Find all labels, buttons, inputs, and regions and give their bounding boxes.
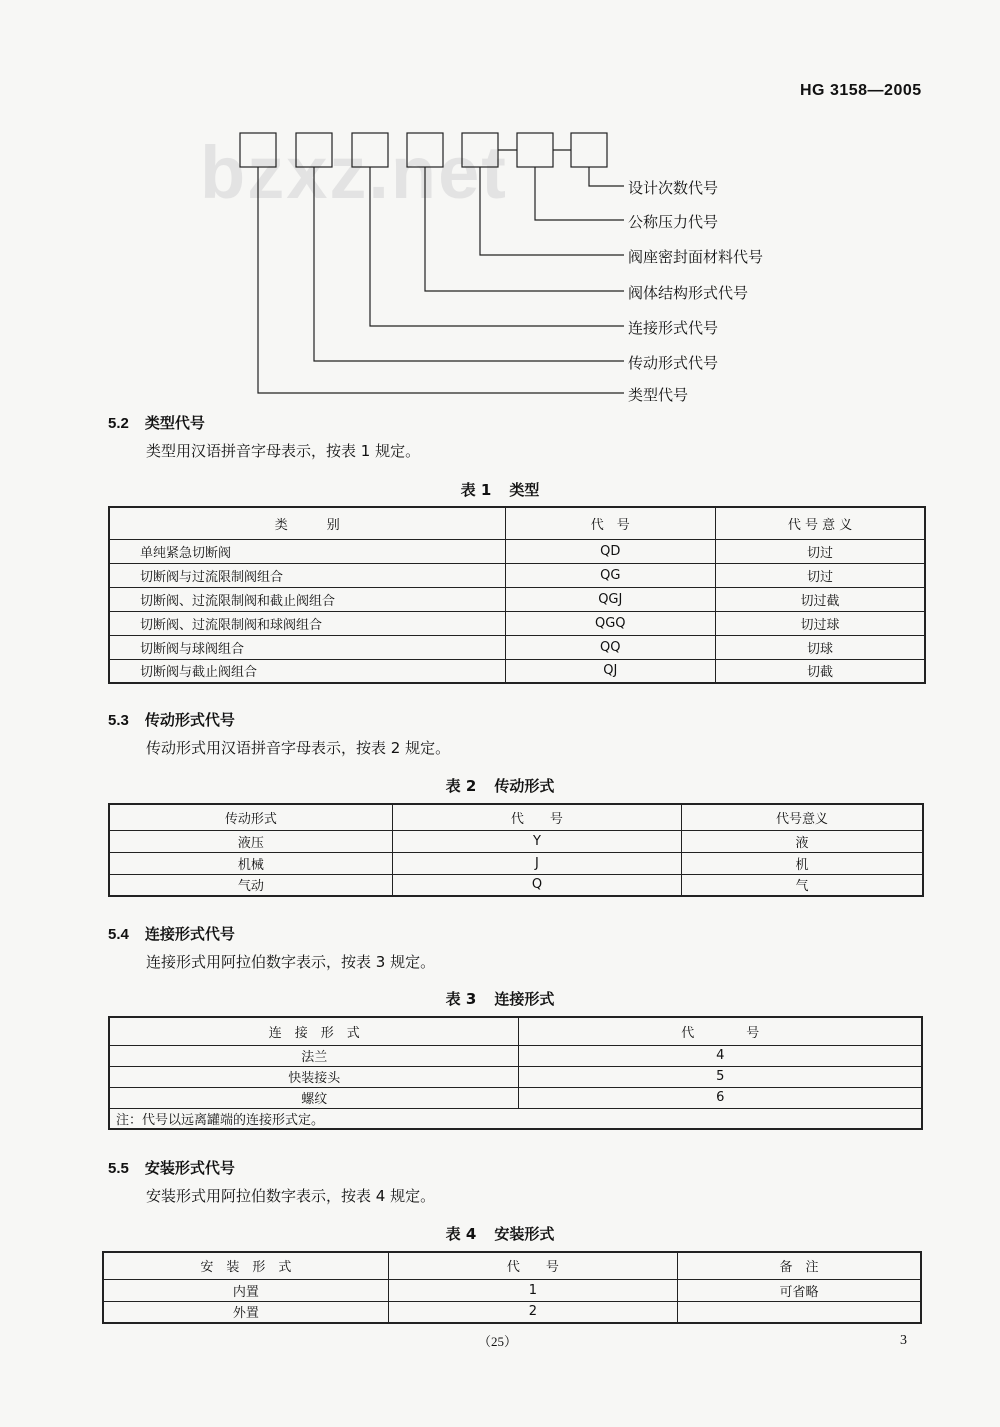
table-row bbox=[109, 1066, 922, 1087]
table-header: 安 装 形 式 bbox=[103, 1252, 388, 1279]
table-cell: QD bbox=[505, 539, 716, 563]
watermark: bzxz.net bbox=[200, 131, 508, 214]
section-heading-5-5: 5.5 安装形式代号 bbox=[108, 1159, 235, 1177]
code-box-2 bbox=[296, 133, 332, 167]
section-text-5-4: 连接形式用阿拉伯数字表示，按表 3 规定。 bbox=[146, 953, 436, 971]
table-header-row bbox=[109, 1017, 922, 1045]
label-type: 类型代号 bbox=[628, 386, 689, 404]
table-row bbox=[109, 1045, 922, 1066]
table-1 bbox=[108, 506, 926, 684]
table-header: 代 号 bbox=[388, 1252, 677, 1279]
table-note-row bbox=[109, 1108, 922, 1129]
table-cell: 外置 bbox=[103, 1301, 388, 1323]
table-cell: 法兰 bbox=[109, 1045, 519, 1066]
table-cell: 切断阀与过流限制阀组合 bbox=[109, 563, 505, 587]
leader-5 bbox=[370, 167, 624, 326]
leader-2 bbox=[535, 167, 624, 220]
leader-3 bbox=[480, 167, 624, 255]
section-text-5-5: 安装形式用阿拉伯数字表示，按表 4 规定。 bbox=[146, 1187, 436, 1205]
table-cell: 气 bbox=[682, 874, 923, 896]
table-cell: 快装接头 bbox=[109, 1066, 519, 1087]
table-cell: 1 bbox=[388, 1279, 677, 1301]
table-cell: 切断阀、过流限制阀和截止阀组合 bbox=[109, 587, 505, 611]
table-cell: QQ bbox=[505, 635, 716, 659]
table-cell: Q bbox=[392, 874, 681, 896]
table-row bbox=[109, 874, 923, 896]
table-row bbox=[109, 659, 925, 683]
table-cell: 可省略 bbox=[678, 1279, 921, 1301]
table-header: 传动形式 bbox=[109, 804, 392, 830]
section-heading-5-3: 5.3 传动形式代号 bbox=[108, 711, 235, 729]
section-text-5-3: 传动形式用汉语拼音字母表示，按表 2 规定。 bbox=[146, 739, 451, 757]
table-cell: QGQ bbox=[505, 611, 716, 635]
table-row bbox=[109, 852, 923, 874]
leader-1 bbox=[589, 167, 624, 186]
table-cell: QG bbox=[505, 563, 716, 587]
table-cell: 切断阀、过流限制阀和球阀组合 bbox=[109, 611, 505, 635]
label-seat-material: 阀座密封面材料代号 bbox=[628, 248, 764, 266]
page-number: 3 bbox=[900, 1333, 907, 1348]
table-cell: 切过 bbox=[716, 563, 925, 587]
table-row bbox=[109, 1087, 922, 1108]
table-3-caption: 表 3 连接形式 bbox=[445, 990, 555, 1008]
table-row bbox=[103, 1279, 921, 1301]
table-cell bbox=[678, 1301, 921, 1323]
table-cell: 6 bbox=[519, 1087, 922, 1108]
table-row bbox=[109, 587, 925, 611]
label-body-structure: 阀体结构形式代号 bbox=[628, 284, 749, 302]
code-box-1 bbox=[240, 133, 276, 167]
table-cell: 4 bbox=[519, 1045, 922, 1066]
table-cell: QGJ bbox=[505, 587, 716, 611]
table-row bbox=[109, 611, 925, 635]
table-row bbox=[109, 539, 925, 563]
table-cell: 切球 bbox=[716, 635, 925, 659]
section-heading-5-2: 5.2 类型代号 bbox=[108, 414, 205, 432]
table-header-row bbox=[103, 1252, 921, 1279]
table-4-caption: 表 4 安装形式 bbox=[445, 1225, 555, 1243]
table-cell: 机 bbox=[682, 852, 923, 874]
table-header: 连 接 形 式 bbox=[109, 1017, 519, 1045]
table-row bbox=[109, 635, 925, 659]
table-cell: 切断阀与截止阀组合 bbox=[109, 659, 505, 683]
code-box-7 bbox=[571, 133, 607, 167]
table-header-row bbox=[109, 507, 925, 539]
code-box-4 bbox=[407, 133, 443, 167]
table-cell: 机械 bbox=[109, 852, 392, 874]
label-nominal-pressure: 公称压力代号 bbox=[628, 213, 719, 231]
table-cell: 内置 bbox=[103, 1279, 388, 1301]
table-row bbox=[109, 830, 923, 852]
table-4 bbox=[102, 1251, 922, 1324]
page-number-center: （25） bbox=[478, 1334, 518, 1349]
label-drive-type: 传动形式代号 bbox=[628, 354, 719, 372]
table-cell: 单纯紧急切断阀 bbox=[109, 539, 505, 563]
code-box-5 bbox=[462, 133, 498, 167]
table-cell: QJ bbox=[505, 659, 716, 683]
code-box-6 bbox=[517, 133, 553, 167]
table-2 bbox=[108, 803, 924, 897]
section-heading-5-4: 5.4 连接形式代号 bbox=[108, 925, 235, 943]
table-header-row bbox=[109, 804, 923, 830]
table-header: 备 注 bbox=[678, 1252, 921, 1279]
code-box-3 bbox=[352, 133, 388, 167]
table-header: 代 号 意 义 bbox=[716, 507, 925, 539]
table-header: 代号意义 bbox=[682, 804, 923, 830]
table-cell: 螺纹 bbox=[109, 1087, 519, 1108]
table-cell: 切断阀与球阀组合 bbox=[109, 635, 505, 659]
table-cell: J bbox=[392, 852, 681, 874]
table-cell: 气动 bbox=[109, 874, 392, 896]
table-note: 注：代号以远离罐端的连接形式定。 bbox=[109, 1108, 922, 1129]
section-text-5-2: 类型用汉语拼音字母表示，按表 1 规定。 bbox=[146, 442, 421, 460]
table-2-caption: 表 2 传动形式 bbox=[445, 777, 555, 795]
table-row bbox=[109, 563, 925, 587]
table-header: 代 号 bbox=[505, 507, 716, 539]
table-header: 代 号 bbox=[392, 804, 681, 830]
label-design-count: 设计次数代号 bbox=[628, 179, 719, 197]
table-cell: 液 bbox=[682, 830, 923, 852]
table-header: 类 别 bbox=[109, 507, 505, 539]
table-cell: 切过截 bbox=[716, 587, 925, 611]
table-cell: 2 bbox=[388, 1301, 677, 1323]
code-diagram bbox=[0, 0, 1000, 420]
table-cell: 切截 bbox=[716, 659, 925, 683]
table-3 bbox=[108, 1016, 923, 1130]
leader-7 bbox=[258, 167, 624, 393]
label-connection-type: 连接形式代号 bbox=[628, 319, 719, 337]
leader-6 bbox=[314, 167, 624, 361]
standard-code: HG 3158—2005 bbox=[800, 82, 922, 99]
table-cell: Y bbox=[392, 830, 681, 852]
table-cell: 切过 bbox=[716, 539, 925, 563]
table-1-caption: 表 1 类型 bbox=[460, 481, 540, 499]
table-row bbox=[103, 1301, 921, 1323]
table-cell: 切过球 bbox=[716, 611, 925, 635]
table-cell: 液压 bbox=[109, 830, 392, 852]
table-cell: 5 bbox=[519, 1066, 922, 1087]
table-header: 代 号 bbox=[519, 1017, 922, 1045]
